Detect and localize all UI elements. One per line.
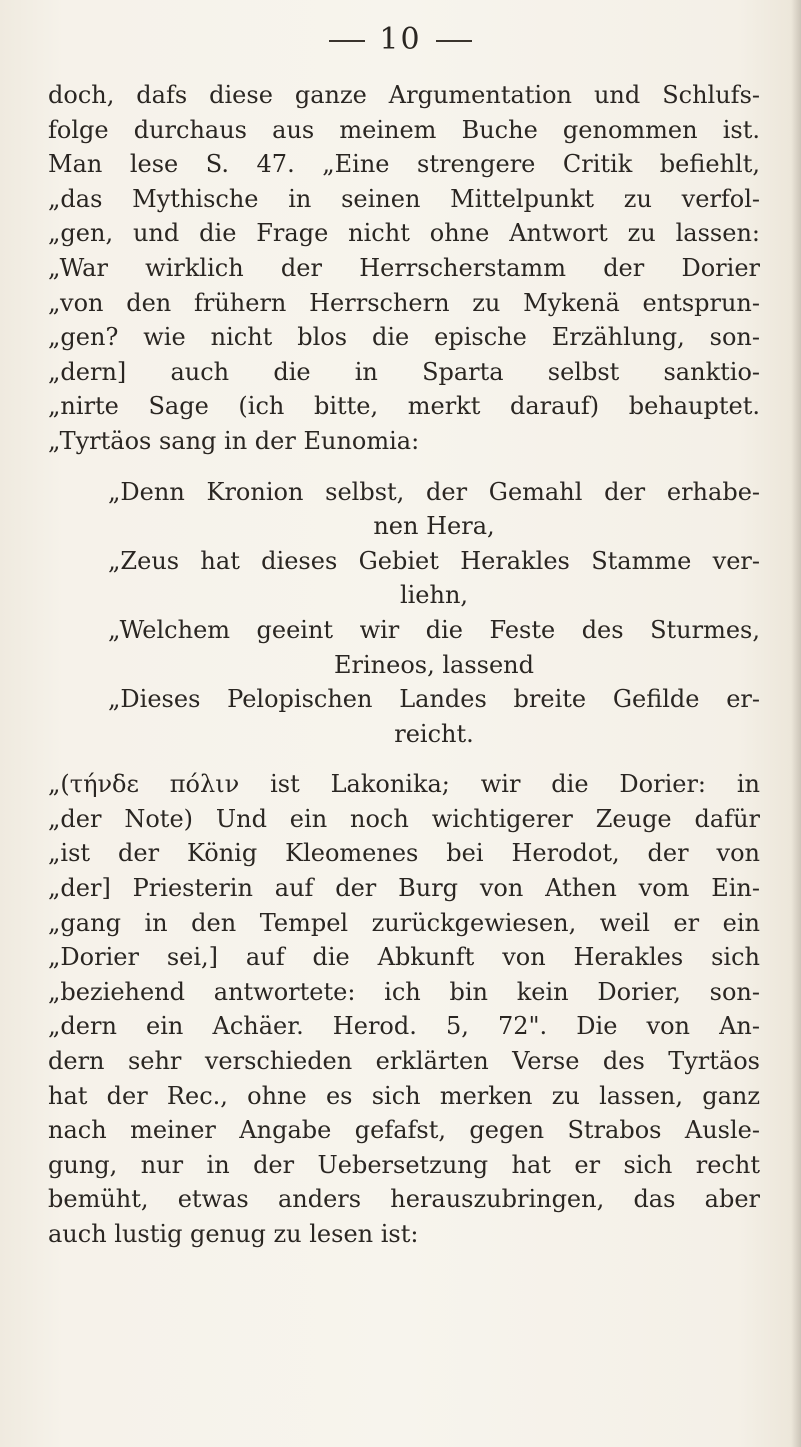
text-line: auch lustig genug zu lesen ist: xyxy=(48,1220,419,1248)
verse-continuation: reicht. xyxy=(394,719,474,748)
verse-continuation: Erineos, lassend xyxy=(334,650,534,679)
verse-gap-bottom xyxy=(48,751,760,767)
text-line: „der Note) Und ein noch wichtigerer Zeuge dafür xyxy=(48,804,760,833)
text-line: nach meiner Angabe gefafst, gegen Strabos Ausle- xyxy=(48,1116,760,1145)
text-line: „(τήνδε πόλιν ist Lakonika; wir die Dorier: in xyxy=(48,770,760,799)
text-line: „gen, und die Frage nicht ohne Antwort zu lassen: xyxy=(48,219,760,248)
text-line: „War wirklich der Herrscherstamm der Dorier xyxy=(48,253,760,282)
text-line: Man lese S. 47. „Eine strengere Critik befiehlt, xyxy=(48,150,760,179)
text-line: „Dorier sei,] auf die Abkunft von Herakles sich xyxy=(48,943,760,972)
verse-continuation: liehn, xyxy=(399,581,469,610)
verse-line: „Welchem geeint wir die Feste des Sturmes, xyxy=(108,615,760,644)
verse-line: „Dieses Pelopischen Landes breite Gefilde er- xyxy=(108,685,760,714)
text-line-spaced: „dern] auch die in Sparta selbst sanktio- xyxy=(48,357,760,386)
text-line: „dern ein Achäer. Herod. 5, 72". Die von An- xyxy=(48,1012,760,1041)
text-line: doch, dafs diese ganze Argumentation und Schlufs- xyxy=(48,81,760,109)
page-edge-shadow xyxy=(791,0,801,1447)
page-header xyxy=(0,22,801,57)
text-line: dern sehr verschieden erklärten Verse des Tyrtäos xyxy=(48,1047,760,1076)
text-line: hat der Rec., ohne es sich merken zu lassen, ganz xyxy=(48,1081,760,1110)
header-dash-left xyxy=(329,40,365,42)
text-line: „der] Priesterin auf der Burg von Athen vom Ein- xyxy=(48,874,760,903)
text-line: „ist der König Kleomenes bei Herodot, der von xyxy=(48,839,760,868)
text-line: „nirte Sage (ich bitte, merkt darauf) behauptet. xyxy=(48,392,760,421)
verse-quote xyxy=(108,475,760,752)
text-line: „gang in den Tempel zurückgewiesen, weil er ein xyxy=(48,908,760,937)
text-line: folge durchaus aus meinem Buche genommen ist. xyxy=(48,115,760,144)
text-line: bemüht, etwas anders herauszubringen, das aber xyxy=(48,1185,760,1214)
text-line: „Tyrtäos sang in der Eunomia: xyxy=(48,426,420,455)
verse-line: „Denn Kronion selbst, der Gemahl der erhabe- xyxy=(108,477,760,506)
verse-gap-top xyxy=(48,459,760,475)
page-number: 10 xyxy=(379,22,422,57)
text-line: „beziehend antwortete: ich bin kein Dorier, son- xyxy=(48,977,760,1006)
text-line: gung, nur in der Uebersetzung hat er sich recht xyxy=(48,1150,760,1179)
body-text xyxy=(48,78,760,1252)
header-dash-right xyxy=(436,40,472,42)
verse-line: „Zeus hat dieses Gebiet Herakles Stamme ver- xyxy=(108,546,760,575)
text-line: „das Mythische in seinen Mittelpunkt zu verfol- xyxy=(48,184,760,213)
text-line: „gen? wie nicht blos die epische Erzählung, son- xyxy=(48,323,760,352)
text-line: „von den frühern Herrschern zu Mykenä entsprun- xyxy=(48,288,760,317)
verse-continuation: nen Hera, xyxy=(373,512,495,541)
